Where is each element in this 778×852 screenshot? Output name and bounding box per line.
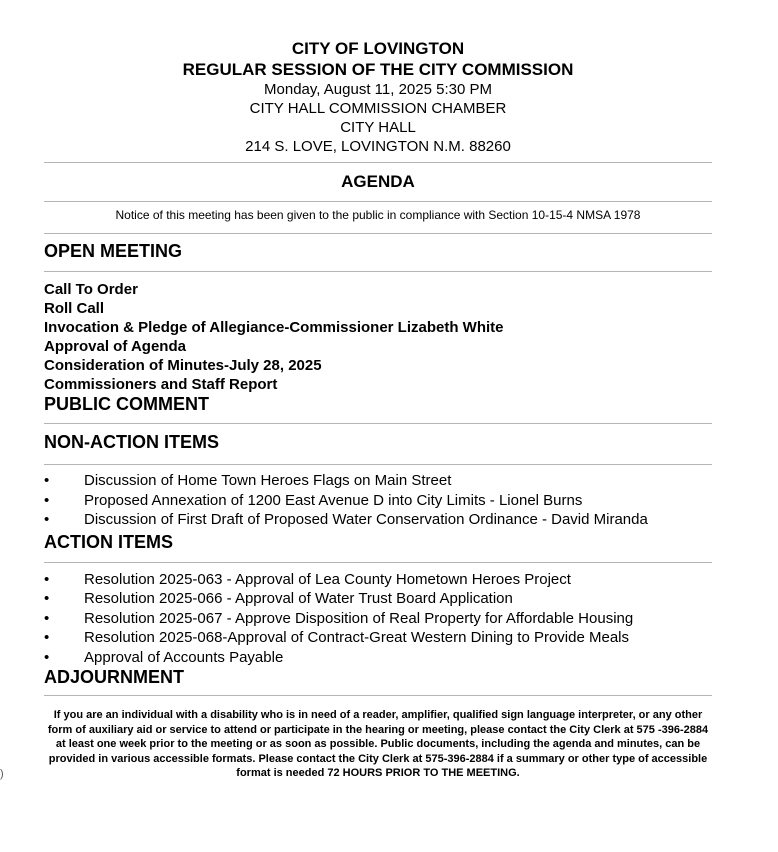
divider (44, 464, 712, 465)
meeting-location: CITY HALL COMMISSION CHAMBER (249, 100, 507, 117)
item-text: Resolution 2025-067 - Approve Disposition of Real Property for Affordable Housing (84, 609, 634, 627)
open-meeting-heading: OPEN MEETING (44, 241, 183, 261)
divider (44, 201, 712, 202)
edge-mark: ) (0, 768, 4, 780)
accessibility-notice: If you are an individual with a disability who is in need of a reader, amplifier, qualified sign language interpreter, or any other form of auxiliary aid or service to attend or participate in the hearing or meeting, please contact the City Clerk at 575 -396-2884 at least one week prior to the meeting or as soon as possible. Public documents, including the agenda and minutes, can be provided in various accessible formats. Please contact the City Clerk at 575-396-2884 if a summary or other type of accessible format is needed 72 HOURS PRIOR TO THE MEETING. (47, 709, 709, 779)
bullet-icon: • (44, 511, 50, 528)
meeting-building: CITY HALL (340, 119, 416, 136)
bullet-icon: • (44, 472, 50, 489)
bullet-icon: • (44, 609, 50, 627)
bullet-icon: • (44, 491, 50, 509)
divider (44, 695, 712, 696)
list-item: Consideration of Minutes-July 28, 2025 (44, 357, 322, 374)
item-text: Resolution 2025-068-Approval of Contract-Great Western Dining to Provide Meals (84, 629, 629, 646)
divider (44, 423, 712, 424)
non-action-list (44, 471, 712, 530)
item-text: Discussion of Home Town Heroes Flags on Main Street (84, 472, 452, 489)
item-text: Approval of Accounts Payable (84, 648, 284, 666)
item-text: Discussion of First Draft of Proposed Water Conservation Ordinance - David Miranda (84, 511, 648, 528)
list-item: Approval of Agenda (44, 338, 186, 355)
item-text: Proposed Annexation of 1200 East Avenue D into City Limits - Lionel Burns (84, 491, 583, 509)
session-title: REGULAR SESSION OF THE CITY COMMISSION (182, 60, 574, 79)
item-text: Resolution 2025-066 - Approval of Water Trust Board Application (84, 590, 513, 607)
bullet-icon: • (44, 590, 50, 607)
public-notice: Notice of this meeting has been given to the public in compliance with Section 10-15-4 NMSA 1978 (115, 208, 641, 222)
meeting-datetime: Monday, August 11, 2025 5:30 PM (264, 81, 492, 98)
agenda-document (44, 38, 712, 781)
bullet-icon: • (44, 570, 50, 588)
agenda-title: AGENDA (341, 172, 415, 191)
open-meeting-list (44, 280, 712, 394)
meeting-address: 214 S. LOVE, LOVINGTON N.M. 88260 (245, 138, 511, 155)
non-action-heading: NON-ACTION ITEMS (44, 432, 219, 452)
divider (44, 233, 712, 234)
list-item: Call To Order (44, 281, 138, 298)
list-item (44, 570, 712, 590)
city-name: CITY OF LOVINGTON (291, 39, 465, 58)
list-item (44, 628, 712, 648)
divider (44, 162, 712, 163)
list-item (44, 609, 712, 629)
document-header (44, 38, 712, 156)
action-list (44, 570, 712, 668)
list-item: Roll Call (44, 300, 105, 317)
list-item (44, 510, 712, 530)
list-item (44, 589, 712, 609)
bullet-icon: • (44, 629, 50, 646)
bullet-icon: • (44, 648, 50, 666)
list-item: Invocation & Pledge of Allegiance-Commissioner Lizabeth White (44, 319, 504, 336)
list-item (44, 491, 712, 511)
public-comment-heading: PUBLIC COMMENT (44, 394, 209, 414)
divider (44, 271, 712, 272)
item-text: Resolution 2025-063 - Approval of Lea County Hometown Heroes Project (84, 570, 571, 588)
list-item (44, 648, 712, 668)
list-item (44, 471, 712, 491)
action-heading: ACTION ITEMS (44, 531, 173, 552)
adjournment-heading: ADJOURNMENT (44, 667, 185, 687)
list-item: Commissioners and Staff Report (44, 376, 278, 393)
divider (44, 562, 712, 563)
